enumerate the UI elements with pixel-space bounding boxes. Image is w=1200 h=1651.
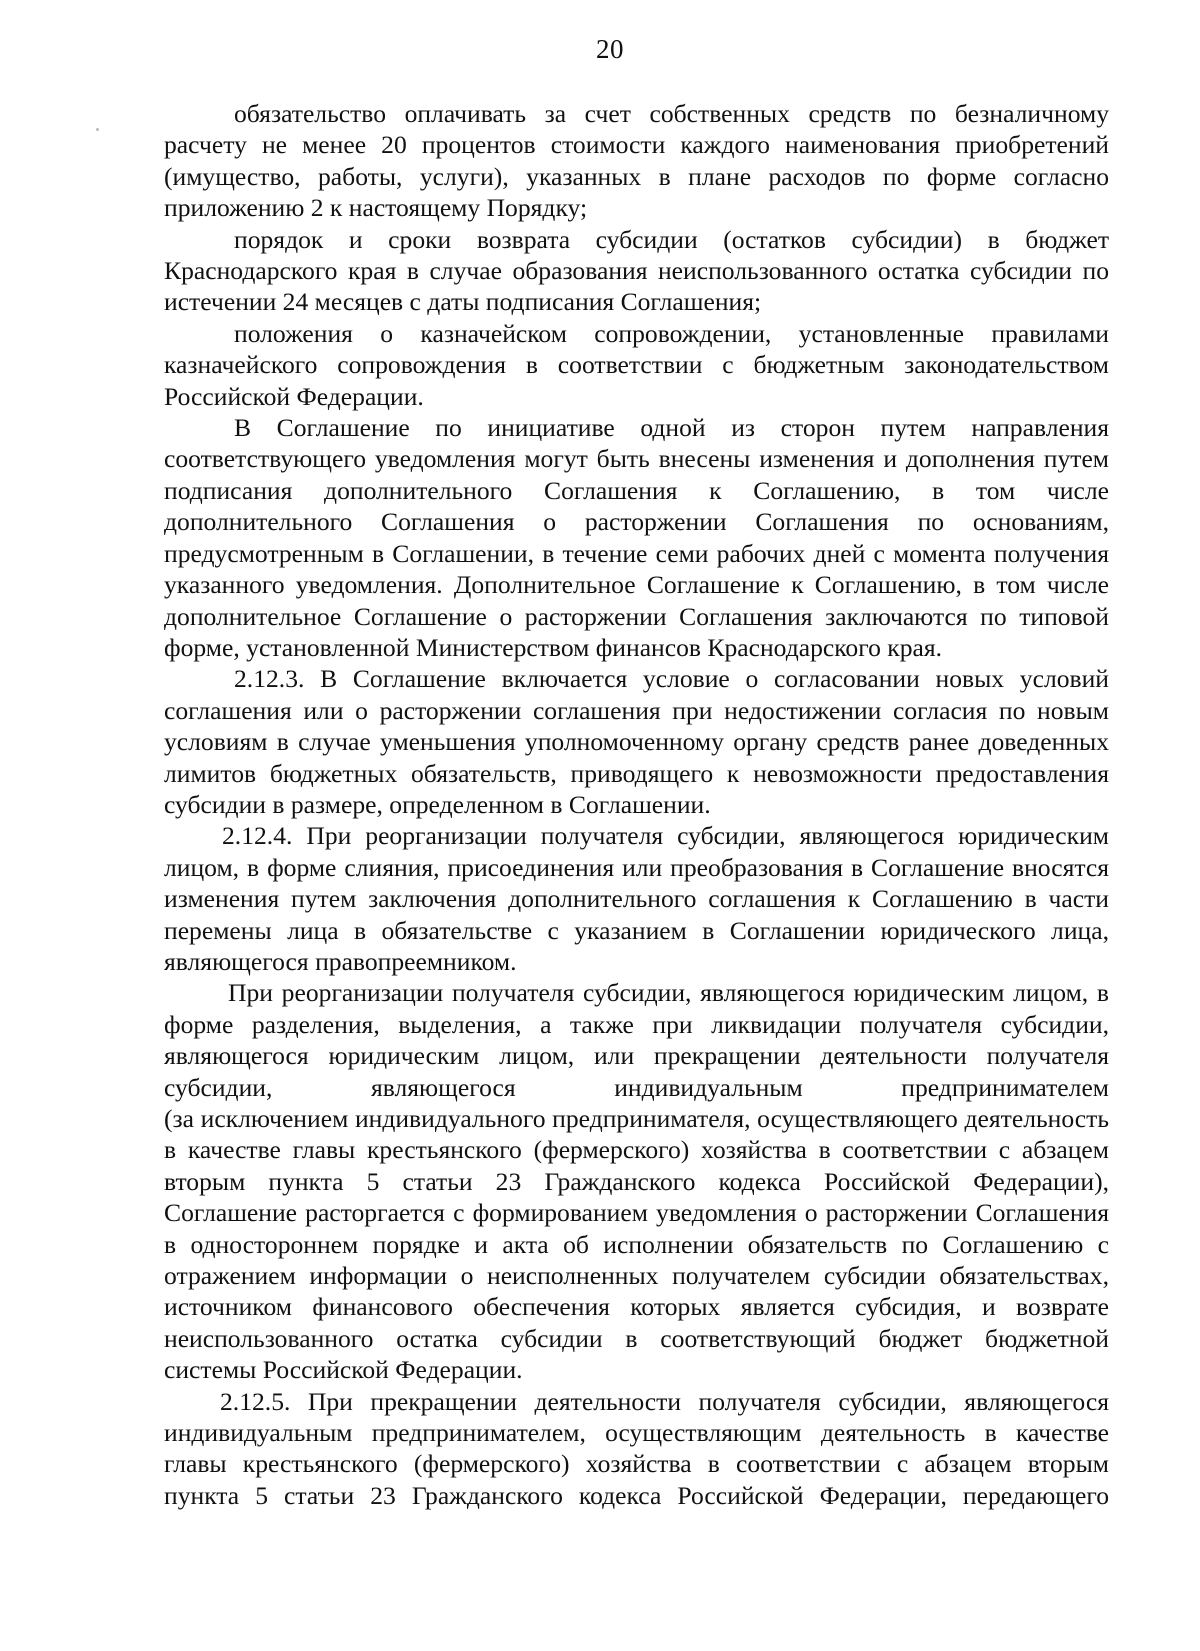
paragraph-reorganization-part2: (за исключением индивидуального предпринимателя, осуществляющего деятельность в качестве главы крестьянского (фермерского) хозяйства в соответствии с абзацем вторым пункта 5 статьи 23 Гражданского кодекса Российской Федерации), Соглашение расторгается с формированием уведомления о расторжении Соглашения в одностороннем порядке и акта об исполнении обязательств по Соглашению с отражением информации о неисполненных получателем субсидии обязательствах, источником финансового обеспечения которых является субсидия, и возврате неиспользованного остатка субсидии в соответствующий бюджет бюджетной системы Российской Федерации. <box>164 1104 1109 1385</box>
page-number: 20 <box>596 34 624 64</box>
paragraph-2-12-5: 2.12.5. При прекращении деятельности получателя субсидии, являющегося индивидуальным предпринимателем, осуществляющим деятельность в качестве главы крестьянского (фермерского) хозяйства в соответствии с абзацем вторым пункта 5 статьи 23 Гражданского кодекса Российской Федерации, передающего <box>164 1386 1109 1510</box>
paragraph-2-12-4: 2.12.4. При реорганизации получателя субсидии, являющегося юридическим лицом, в форме слияния, присоединения или преобразования в Соглашение вносятся изменения путем заключения дополнительного соглашения к Соглашению в части перемены лица в обязательстве с указанием в Соглашении юридического лица, являющегося правопреемником. <box>164 821 1109 976</box>
document-body <box>164 98 1109 1511</box>
paragraph-2-12-3: 2.12.3. В Соглашение включается условие о согласовании новых условий соглашения или о расторжении соглашения при недостижении согласия по новым условиям в случае уменьшения уполномоченному органу средств ранее доведенных лимитов бюджетных обязательств, приводящего к невозможности предоставления субсидии в размере, определенном в Соглашении. <box>164 664 1109 819</box>
paragraph-obligation: обязательство оплачивать за счет собственных средств по безналичному расчету не менее 20 процентов стоимости каждого наименования приобретений (имущество, работы, услуги), указанных в плане расходов по форме согласно приложению 2 к настоящему Порядку; <box>164 99 1109 223</box>
paragraph-reorganization-part1: При реорганизации получателя субсидии, являющегося юридическим лицом, в форме разделения, выделения, а также при ликвидации получателя субсидии, являющегося юридическим лицом, или прекращении деятельности получателя субсидии, являющегося индивидуальным предпринимателем <box>164 978 1109 1102</box>
paragraph-refund-procedure: порядок и сроки возврата субсидии (остатков субсидии) в бюджет Краснодарского края в случае образования неиспользованного остатка субсидии по истечении 24 месяцев с даты подписания Соглашения; <box>164 224 1109 317</box>
paragraph-agreement-changes: В Соглашение по инициативе одной из сторон путем направления соответствующего уведомления могут быть внесены изменения и дополнения путем подписания дополнительного Соглашения к Соглашению, в том числе дополнительного Соглашения о расторжении Соглашения по основаниям, предусмотренным в Соглашении, в течение семи рабочих дней с момента получения указанного уведомления. Дополнительное Соглашение к Соглашению, в том числе дополнительное Соглашение о расторжении Соглашения заключаются по типовой форме, установленной Министерством финансов Краснодарского края. <box>164 413 1109 662</box>
scan-speck <box>96 128 99 131</box>
paragraph-treasury-support: положения о казначейском сопровождении, установленные правилами казначейского сопровождения в соответствии с бюджетным законодательством Российской Федерации. <box>164 318 1109 411</box>
